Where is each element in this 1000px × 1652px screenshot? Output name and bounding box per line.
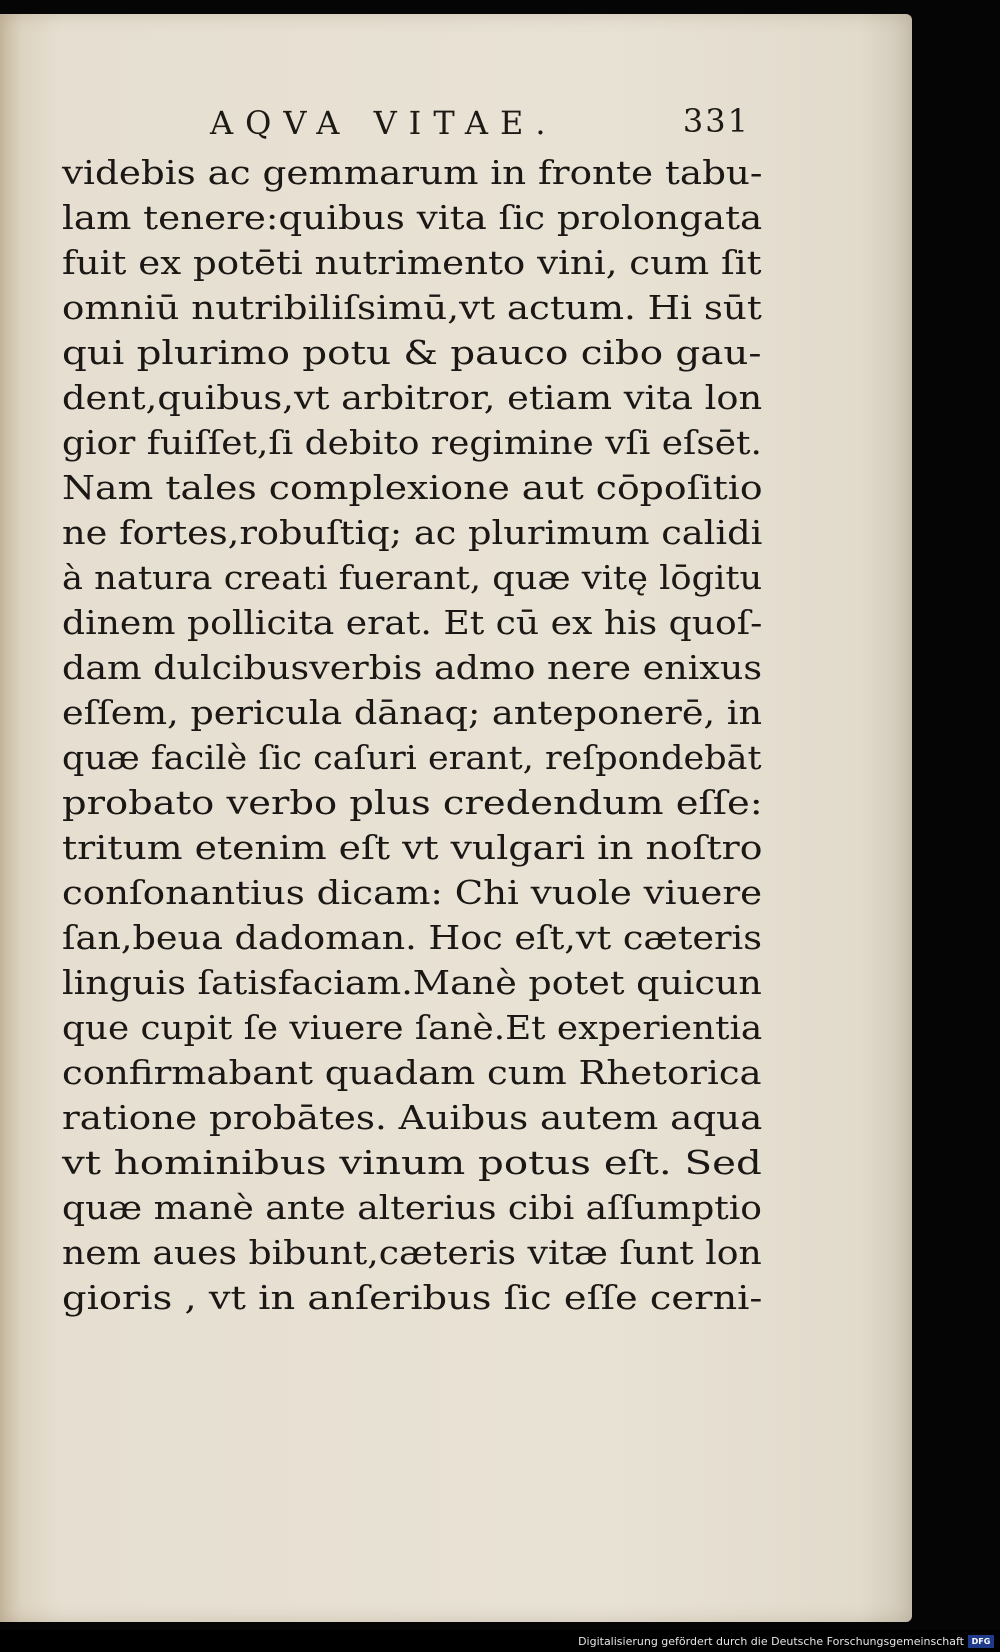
text-line: dent,quibus,vt arbitror, etiam vita lon <box>62 378 763 417</box>
text-line: ne fortes,robuſtiq; ac plurimum calidi <box>62 513 763 552</box>
text-line: qui plurimo potu & pauco cibo gau- <box>62 333 762 372</box>
text-line: nem aues bibunt,cæteris vitæ ſunt lon <box>62 1233 762 1272</box>
text-line: dam dulcibusverbis admo nere enixus <box>62 648 763 687</box>
page-number: 331 <box>682 102 750 140</box>
text-line: tritum etenim eſt vt vulgari in noſtro <box>62 828 763 867</box>
text-line: ratione probātes. Auibus autem aqua <box>62 1098 763 1137</box>
text-block <box>62 150 762 1320</box>
text-line: gior fuiſſet,ſi debito regimine vſi eſsēt. <box>62 423 762 462</box>
text-line: quæ manè ante alterius cibi aſſumptio <box>62 1188 763 1227</box>
running-title: AQVA VITAE. <box>210 104 558 142</box>
dfg-logo: DFG <box>968 1635 994 1648</box>
text-line: conſonantius dicam: Chi vuole viuere <box>62 873 763 912</box>
text-line: Nam tales complexione aut cōpoſitio <box>62 468 763 507</box>
text-line: videbis ac gemmarum in fronte tabu- <box>62 153 763 192</box>
text-line: dinem pollicita erat. Et cū ex his quoſ- <box>62 603 763 642</box>
book-page <box>0 14 912 1622</box>
digitization-credit: Digitalisierung gefördert durch die Deutsche Forschungsgemeinschaft <box>578 1635 964 1648</box>
text-line: confirmabant quadam cum Rhetorica <box>62 1053 762 1092</box>
footer-bar <box>0 1630 1000 1652</box>
text-line: ſan,beua dadoman. Hoc eſt,vt cæteris <box>62 918 762 957</box>
page-header <box>210 100 750 150</box>
text-line: probato verbo plus credendum eſſe: <box>62 783 763 822</box>
text-line: linguis ſatisfaciam.Manè potet quicun <box>62 963 762 1002</box>
text-line: gioris , vt in anſeribus ſic eſſe cerni- <box>62 1278 763 1317</box>
text-line: quæ facilè ſic caſuri erant, reſpondebāt <box>62 738 762 777</box>
text-line: eſſem, pericula dānaq; anteponerē, in <box>62 693 763 732</box>
text-line: à natura creati fuerant, quæ vitę lōgitu <box>62 558 763 597</box>
text-line: omniū nutribiliſsimū,vt actum. Hi sūt <box>62 288 762 327</box>
text-line: lam tenere:quibus vita ſic prolongata <box>62 198 763 237</box>
text-line: fuit ex potēti nutrimento vini, cum ſit <box>62 243 762 282</box>
text-line: que cupit ſe viuere ſanè.Et experientia <box>62 1008 763 1047</box>
text-line: vt hominibus vinum potus eſt. Sed <box>62 1143 762 1182</box>
